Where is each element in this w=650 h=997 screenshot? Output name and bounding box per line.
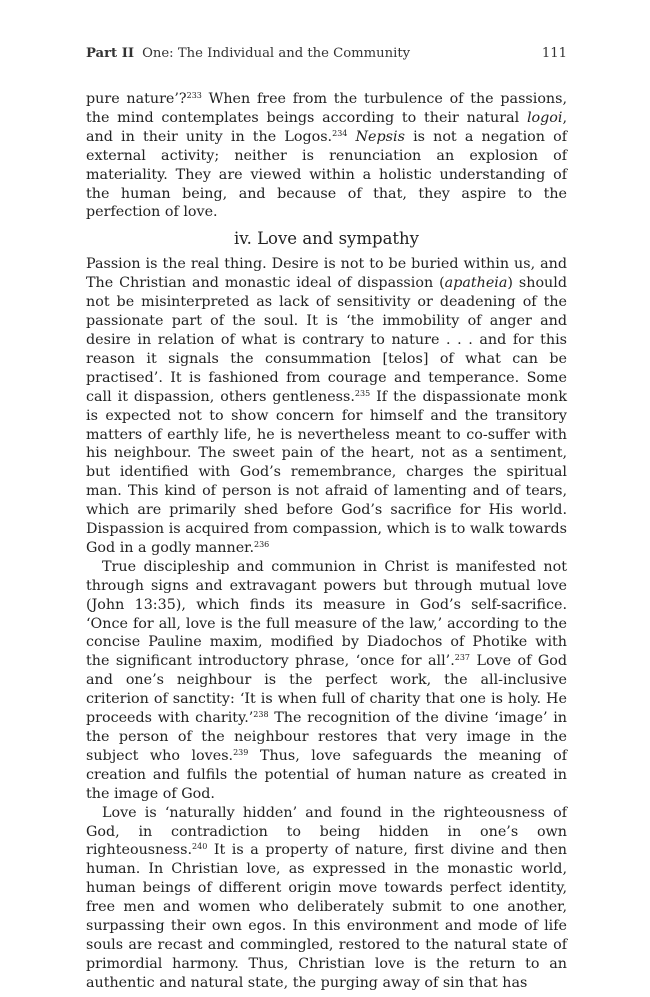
footnote-ref-239[interactable]: 239 [233,747,249,757]
footnote-ref-240[interactable]: 240 [192,842,208,852]
text-run: When free from the turbulence of the passions, the mind contemplates beings according to their natural [86,91,568,126]
paragraph-3 [86,558,567,804]
footnote-ref-236[interactable]: 236 [254,539,270,549]
text-run: , and in their unity in the Logos. [86,109,567,145]
footnote-ref-235[interactable]: 235 [354,388,371,398]
text-run: ) should not be misinterpreted as lack of sensitivity or deadening of the passionate part of the soul. It is ‘the immobility of anger and desire in relation of what is contrary to nature . . . and for this reason it signals the consummation [telos] of what can be practised’. It is fashioned from courage and temperance. Some call it dispassion, others gentleness. [86,275,567,405]
footnote-ref-238[interactable]: 238 [253,710,269,720]
header-left [86,46,410,61]
header-part: Part II [86,46,135,61]
book-page [86,46,567,993]
footnote-ref-234[interactable]: 234 [332,128,348,138]
text-run: Love is ‘naturally hidden’ and found in the righteousness of God, in contradiction to being hidden in one’s own righteousness. [86,804,567,859]
text-run: The recognition of the divine ‘image’ in the person of the neighbour restores that very image in the subject who loves. [86,710,567,764]
running-header [86,46,567,68]
italic-term-nepsis: Nepsis [355,128,405,145]
text-run: True discipleship and communion in Christ is manifested not through signs and extravagant powers but through mutual love (John 13:35), which finds its measure in God’s self-sacrifice. ‘Once for all, love is the full measure of the law,’ according to the concise Pauline maxim, modified by Diadochos of Photike with the significant introductory phrase, ‘once for all’. [86,558,567,670]
section-heading: iv. Love and sympathy [233,229,420,249]
text-run: Passion is the real thing. Desire is not to be buried within us, and The Christian and monastic ideal of dispassion ( [86,256,567,292]
page-body [86,90,567,993]
footnote-ref-233[interactable]: 233 [186,91,202,100]
text-run: Thus, love safeguards the meaning of creation and fulfils the potential of human nature as created in the image of God. [86,747,567,802]
text-run: pure nature’? [86,91,187,107]
page-number: 111 [541,46,567,61]
text-run: Love of God and one’s neighbour is the perfect work, the all-inclusive criterion of sanctity: ‘It is when full of charity that one is holy. He proceeds with charity.’ [86,653,567,727]
header-title: One: The Individual and the Community [142,46,411,61]
text-run: If the dispassionate monk is expected not to show concern for himself and the transitory matters of earthly life, he is nevertheless meant to co-suffer with his neighbour. The sweet pain of the heart, not as a sentiment, but identified with God’s remembrance, charges the spiritual man. This kind of person is not afraid of lamenting and of tears, which are primarily shed before God’s sacrifice for His world. Dispassion is acquired from compassion, which is to walk towards God in a godly manner. [86,388,567,556]
paragraph-4 [86,804,567,993]
text-run: It is a property of nature, first divine and then human. In Christian love, as expressed in the monastic world, human beings of different origin move towards perfect identity, free men and women who deliberately submit to one another, surpassing their own egos. In this environment and mode of life souls are recast and commingled, restored to the natural state of primordial harmony. Thus, Christian love is the return to an authentic and natural state, the purging away of sin that has [86,842,567,991]
text-run: is not a negation of external activity; neither is renunciation an explosion of materiality. They are viewed within a holistic understanding of the human being, and because of that, they aspire to the perfection of love. [86,128,568,221]
paragraph-2 [86,255,567,558]
paragraph-1 [86,90,567,222]
footnote-ref-237[interactable]: 237 [454,653,471,663]
italic-term-apatheia: apatheia [444,275,508,292]
italic-term-logoi: logoi [526,109,563,126]
